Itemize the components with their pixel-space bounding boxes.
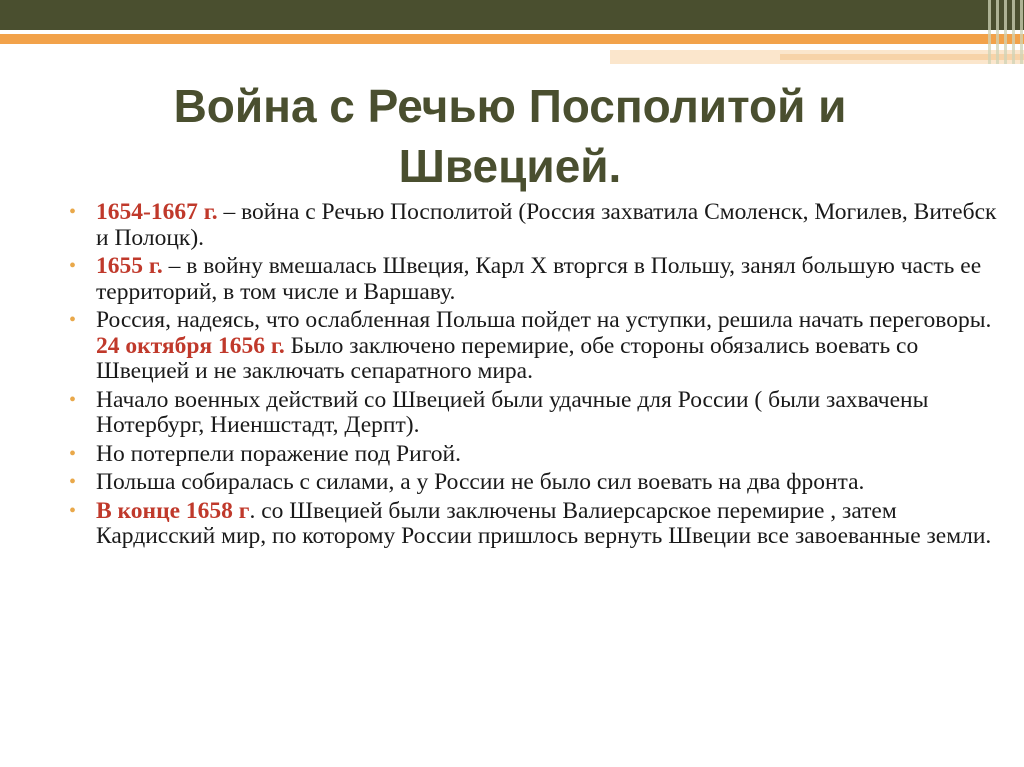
list-item-sweden-war bbox=[66, 388, 1001, 439]
date-highlight: 1655 г. bbox=[96, 253, 163, 279]
bullet-dot: • bbox=[69, 255, 77, 277]
bullet-list bbox=[66, 200, 1001, 553]
bullet-dot: • bbox=[69, 201, 77, 223]
list-item-1654 bbox=[66, 200, 1001, 251]
item-text: Было заключено перемирие, обе стороны обязались воевать со Швецией и не заключать сепаратного мира. bbox=[96, 332, 919, 384]
bullet-dot: • bbox=[69, 388, 77, 411]
header-stripes bbox=[984, 0, 1024, 64]
item-text: Начало военных действий со Швецией были удачные для России ( были захвачены Нотербург, Ниеншстадт, Дерпт). bbox=[96, 386, 929, 438]
date-highlight: 24 октября 1656 г. bbox=[96, 332, 285, 359]
header-band-dark bbox=[0, 0, 1024, 30]
bullet-dot: • bbox=[69, 471, 77, 493]
item-text: – война с Речью Посполитой (Россия захватила Смоленск, Могилев, Витебск и Полоцк). bbox=[96, 199, 997, 251]
list-item-poland bbox=[66, 470, 1001, 496]
list-item-riga bbox=[66, 442, 1001, 468]
item-text: – в войну вмешалась Швеция, Карл X вторгся в Польшу, занял большую часть ее территорий, в том числе и Варшаву. bbox=[96, 253, 982, 305]
item-text: Россия, надеясь, что ослабленная Польша пойдет на уступки, решила начать переговоры. bbox=[96, 307, 992, 333]
list-item-1655 bbox=[66, 254, 1001, 305]
slide-title: Война с Речью Посполитой и Швецией. bbox=[173, 80, 847, 192]
list-item-negotiations bbox=[66, 308, 1001, 385]
list-item-1658 bbox=[66, 499, 1001, 550]
bullet-dot: • bbox=[69, 309, 77, 331]
item-text: . со Швецией были заключены Валиерсарское перемирие , затем Кардисский мир, по которому России пришлось вернуть Швеции все завоеванные земли. bbox=[96, 497, 992, 549]
bullet-dot: • bbox=[69, 442, 77, 465]
date-highlight: 1654-1667 г. bbox=[96, 199, 218, 225]
item-text: Но потерпели поражение под Ригой. bbox=[96, 440, 461, 467]
header-band-orange bbox=[0, 34, 1024, 44]
bullet-dot: • bbox=[69, 499, 77, 522]
item-text: Польша собиралась с силами, а у России не было сил воевать на два фронта. bbox=[96, 469, 865, 495]
date-highlight: В конце 1658 г bbox=[96, 497, 250, 524]
